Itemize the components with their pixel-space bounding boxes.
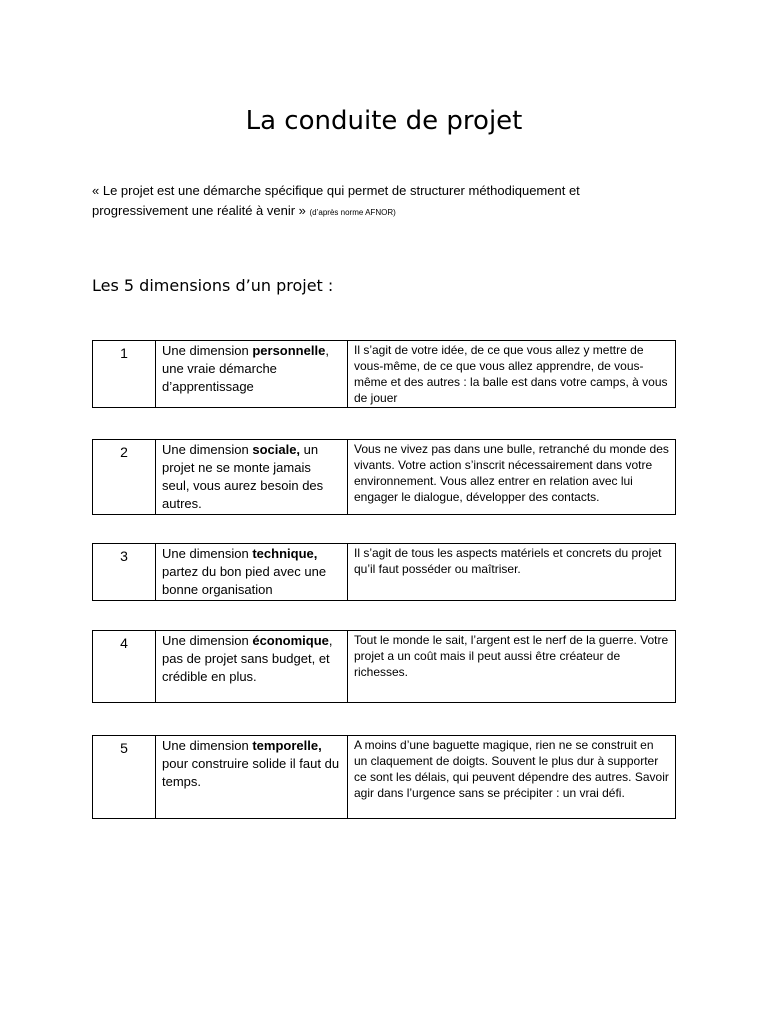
dimension-description: Tout le monde le sait, l’argent est le nerf de la guerre. Votre projet a un coût mais il peut aussi être créateur de richesses. xyxy=(348,631,676,703)
dimension-table-2 xyxy=(92,439,676,515)
dimension-name xyxy=(156,631,348,703)
dimension-number: 3 xyxy=(93,544,156,601)
dimension-prefix: Une dimension xyxy=(162,343,249,358)
dimension-suffix: un projet ne se monte jamais seul, vous aurez besoin des autres. xyxy=(162,442,324,511)
dimension-description: Vous ne vivez pas dans une bulle, retranché du monde des vivants. Votre action s’inscrit nécessairement dans votre environnement. Vous allez entrer en relation avec lui engager le dialogue, développer des contacts. xyxy=(348,440,676,515)
dimension-keyword: technique, xyxy=(252,546,318,561)
quote-text: « Le projet est une démarche spécifique qui permet de structurer méthodiquement et progressivement une réalité à venir » xyxy=(92,183,580,218)
dimension-number: 5 xyxy=(93,736,156,819)
dimension-name xyxy=(156,544,348,601)
section-title: Les 5 dimensions d’un projet : xyxy=(92,276,334,295)
dimension-table-1 xyxy=(92,340,676,408)
dimension-description: Il s’agit de votre idée, de ce que vous allez y mettre de vous-même, de ce que vous allez apprendre, de vous-même et des autres : la balle est dans votre camps, à vous de jouer xyxy=(348,341,676,408)
dimension-name xyxy=(156,440,348,515)
afnor-quote xyxy=(92,181,672,223)
page-title: La conduite de projet xyxy=(245,106,523,137)
dimension-suffix: partez du bon pied avec une bonne organisation xyxy=(162,564,327,597)
table-row xyxy=(93,341,676,408)
dimension-name xyxy=(156,736,348,819)
dimension-prefix: Une dimension xyxy=(162,442,249,457)
table-row xyxy=(93,736,676,819)
dimension-description: A moins d’une baguette magique, rien ne se construit en un claquement de doigts. Souvent le plus dur à supporter ce sont les délais, qui peuvent dépendre des autres. Savoir agir dans l’urgence sans se précipiter : un vrai défi. xyxy=(348,736,676,819)
dimension-prefix: Une dimension xyxy=(162,633,249,648)
dimension-table-3 xyxy=(92,543,676,601)
dimension-suffix: pour construire solide il faut du temps. xyxy=(162,756,340,789)
dimension-keyword: personnelle xyxy=(252,343,326,358)
dimension-table-5 xyxy=(92,735,676,819)
dimension-table-4 xyxy=(92,630,676,703)
dimension-number: 2 xyxy=(93,440,156,515)
dimension-keyword: économique xyxy=(252,633,329,648)
dimension-keyword: sociale, xyxy=(252,442,301,457)
dimension-name xyxy=(156,341,348,408)
quote-source: (d’après norme AFNOR) xyxy=(309,208,396,217)
dimension-keyword: temporelle, xyxy=(252,738,322,753)
table-row xyxy=(93,544,676,601)
dimension-prefix: Une dimension xyxy=(162,546,249,561)
dimension-description: Il s’agit de tous les aspects matériels et concrets du projet qu’il faut posséder ou maîtriser. xyxy=(348,544,676,601)
table-row xyxy=(93,440,676,515)
dimension-number: 1 xyxy=(93,341,156,408)
dimension-suffix: , une vraie démarche d’apprentissage xyxy=(162,343,329,394)
dimension-prefix: Une dimension xyxy=(162,738,249,753)
table-row xyxy=(93,631,676,703)
dimension-number: 4 xyxy=(93,631,156,703)
dimension-suffix: , pas de projet sans budget, et crédible en plus. xyxy=(162,633,333,684)
